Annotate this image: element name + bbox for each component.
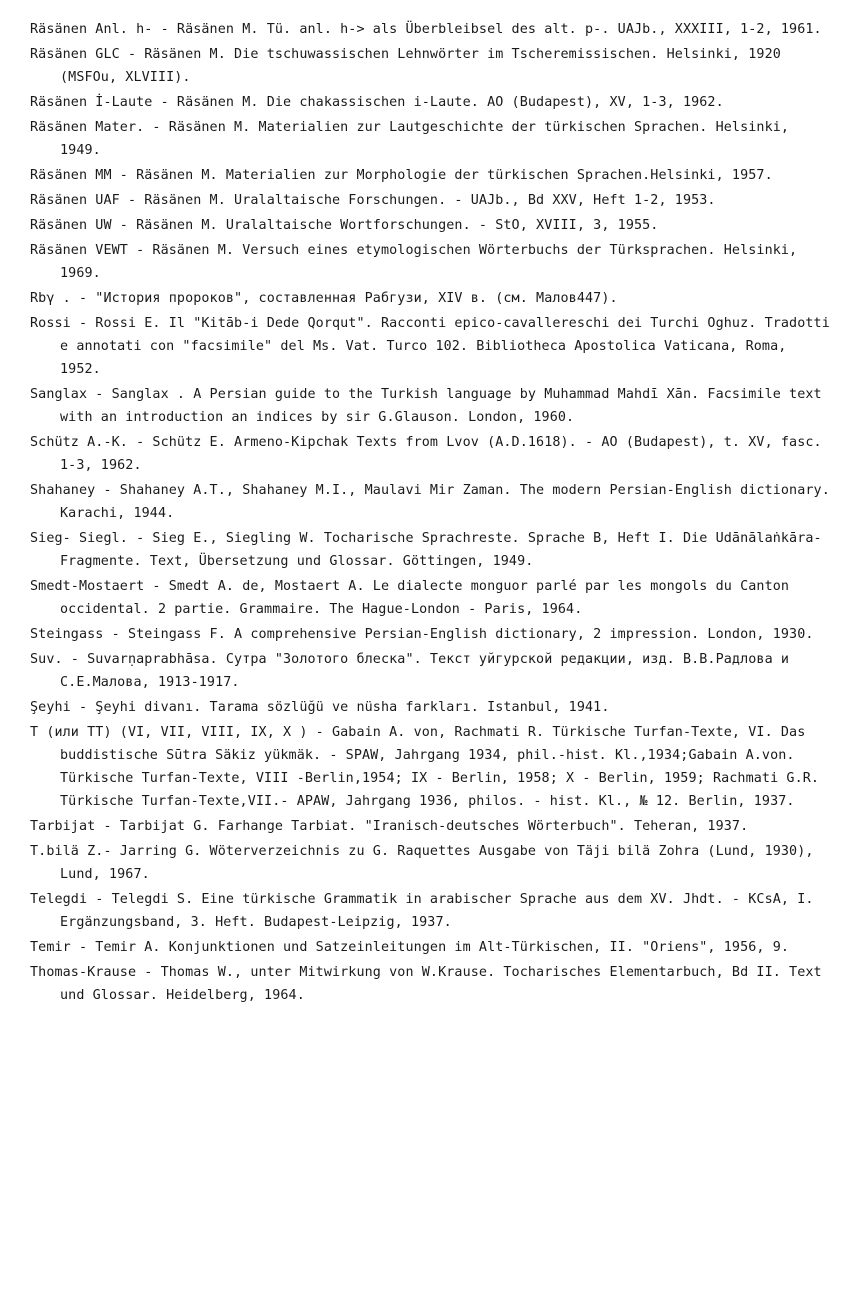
bibliography-entry: Rossi - Rossi E. Il "Kitāb-i Dede Qorqut". Racconti epico-cavallereschi dei Turchi Oghuz. Tradotti e annotati con "facsimile" del Ms. Vat. Turco 102. Bibliotheca Apostolica Vaticana, Roma, 1952.	[30, 316, 830, 377]
bibliography-entry: Tarbijat - Tarbijat G. Farhange Tarbiat. "Iranisch-deutsches Wörterbuch". Teheran, 1937.	[30, 819, 749, 834]
bibliography-entry: T.bilä Z.- Jarring G. Wöterverzeichnis zu G. Raquettes Ausgabe von Täji bilä Zohra (Lund, 1930), Lund, 1967.	[30, 844, 814, 882]
bibliography-entry: Räsänen MM - Räsänen M. Materialien zur Morphologie der türkischen Sprachen.Helsinki, 1957.	[30, 168, 773, 183]
bibliography-entry: Temir - Temir A. Konjunktionen und Satzeinleitungen im Alt-Türkischen, II. "Oriens", 1956, 9.	[30, 940, 790, 955]
bibliography-entry: Suv. - Suvarṇaprabhāsa. Сутра "Золотого блеска". Текст уйгурской редакции, изд. В.В.Радлова и С.Е.Малова, 1913-1917.	[30, 652, 790, 690]
bibliography-entry: Thomas-Krause - Thomas W., unter Mitwirkung von W.Krause. Tocharisches Elementarbuch, Bd II. Text und Glossar. Heidelberg, 1964.	[30, 965, 822, 1003]
bibliography-entry: Telegdi - Telegdi S. Eine türkische Grammatik in arabischer Sprache aus dem XV. Jhdt. - KCsA, I. Ergänzungsband, 3. Heft. Budapest-Leipzig, 1937.	[30, 892, 814, 930]
bibliography-entry: Schütz A.-K. - Schütz E. Armeno-Kipchak Texts from Lvov (A.D.1618). - AO (Budapest), t. XV, fasc. 1-3, 1962.	[30, 435, 822, 473]
bibliography-entry: Räsänen UAF - Räsänen M. Uralaltaische Forschungen. - UAJb., Bd XXV, Heft 1-2, 1953.	[30, 193, 716, 208]
bibliography-entry: Rbγ . - "История пророков", составленная Рабгузи, XIV в. (см. Малов447).	[30, 291, 618, 306]
bibliography-entry: Räsänen VEWT - Räsänen M. Versuch eines etymologischen Wörterbuchs der Türksprachen. Helsinki, 1969.	[30, 243, 798, 281]
bibliography-entry: Räsänen Anl. h- - Räsänen M. Tü. anl. h-> als Überbleibsel des alt. p-. UAJb., XXXIII, 1-2, 1961.	[30, 22, 822, 37]
bibliography-list	[30, 18, 831, 1007]
bibliography-entry: T (или TT) (VI, VII, VIII, IX, X ) - Gabain A. von, Rachmati R. Türkische Turfan-Texte, VI. Das buddistische Sūtra Säkiz yükmäk. - SPAW, Jahrgang 1934, phil.-hist. Kl.,1934;Gabain A.von. Türkische Turfan-Texte, VIII -Berlin,1954; IX - Berlin, 1958; X - Berlin, 1959; Rachmati G.R. Türkische Turfan-Texte,VII.- APAW, Jahrgang 1936, philos. - hist. Kl., № 12. Berlin, 1937.	[30, 725, 820, 809]
bibliography-entry: Sanglax - Sanglax . A Persian guide to the Turkish language by Muhammad Mahdī Xān. Facsimile text with an introduction an indices by sir G.Glauson. London, 1960.	[30, 387, 822, 425]
bibliography-entry: Räsänen İ-Laute - Räsänen M. Die chakassischen i-Laute. AO (Budapest), XV, 1-3, 1962.	[30, 95, 724, 110]
bibliography-entry: Shahaney - Shahaney A.T., Shahaney M.I., Maulavi Mir Zaman. The modern Persian-English dictionary. Karachi, 1944.	[30, 483, 830, 521]
bibliography-entry: Sieg- Siegl. - Sieg E., Siegling W. Tocharische Sprachreste. Sprache B, Heft I. Die Udānālaṅkāra-Fragmente. Text, Übersetzung und Glossar. Göttingen, 1949.	[30, 531, 822, 569]
bibliography-entry: Räsänen UW - Räsänen M. Uralaltaische Wortforschungen. - StO, XVIII, 3, 1955.	[30, 218, 659, 233]
bibliography-entry: Şeyhi - Şeyhi divanı. Tarama sözlüğü ve nüsha farkları. Istanbul, 1941.	[30, 700, 610, 715]
bibliography-entry: Räsänen GLC - Räsänen M. Die tschuwassischen Lehnwörter im Tscheremissischen. Helsinki, 1920 (MSFOu, XLVIII).	[30, 47, 781, 85]
bibliography-entry: Räsänen Mater. - Räsänen M. Materialien zur Lautgeschichte der türkischen Sprachen. Helsinki, 1949.	[30, 120, 790, 158]
bibliography-entry: Smedt-Mostaert - Smedt A. de, Mostaert A. Le dialecte monguor parlé par les mongols du Canton occidental. 2 partie. Grammaire. The Hague-London - Paris, 1964.	[30, 579, 790, 617]
bibliography-entry: Steingass - Steingass F. A comprehensive Persian-English dictionary, 2 impression. London, 1930.	[30, 627, 814, 642]
